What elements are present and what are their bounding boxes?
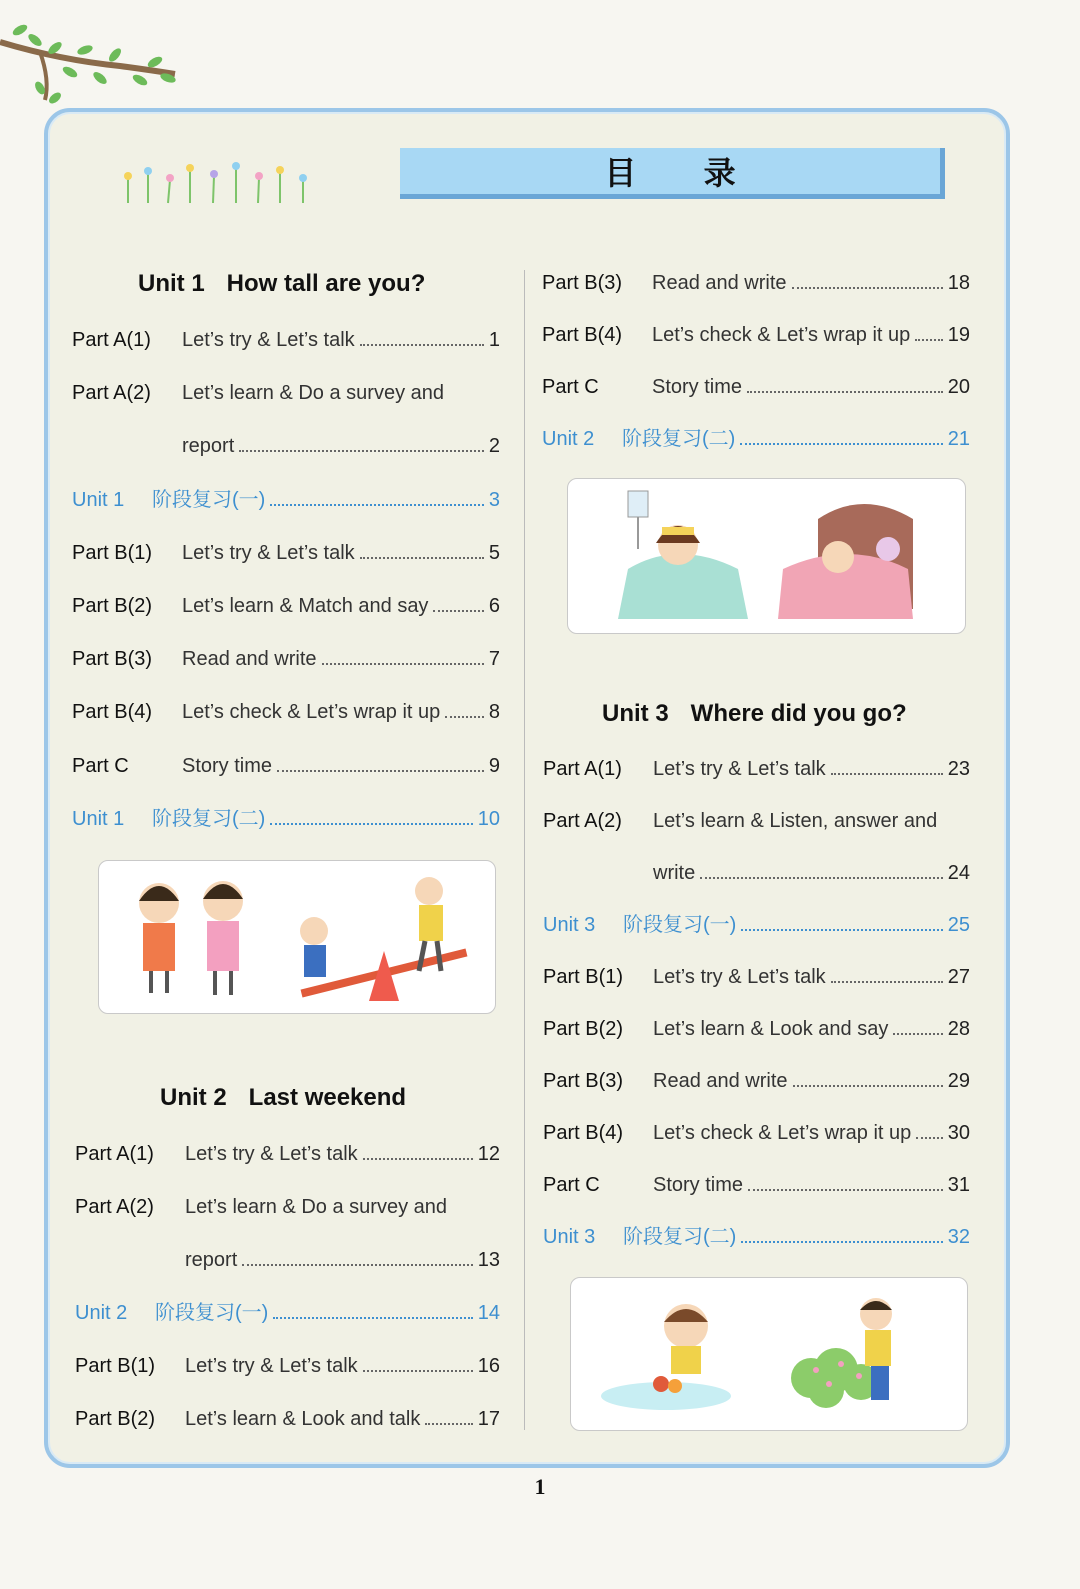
toc-title-text: write: [653, 862, 696, 884]
toc-title: 目 录: [604, 154, 764, 192]
toc-title-text: Let’s learn & Look and say: [653, 1018, 889, 1040]
toc-page: 19: [947, 324, 970, 346]
toc-review-row[interactable]: [75, 1295, 500, 1325]
toc-title-text: Let’s try & Let’s talk: [653, 966, 826, 988]
toc-part: Part A(1): [72, 329, 151, 351]
toc-page: 16: [477, 1355, 500, 1377]
unit-3-title: Where did you go?: [690, 700, 907, 727]
toc-title-text: 阶段复习(二): [152, 808, 266, 830]
toc-page: 18: [947, 272, 970, 294]
toc-row[interactable]: [75, 1242, 500, 1272]
toc-part: Part B(3): [543, 1070, 624, 1092]
toc-row[interactable]: [542, 265, 970, 295]
toc-title-text: Let’s try & Let’s talk: [185, 1143, 358, 1165]
leader-dots: [793, 1085, 943, 1087]
toc-row[interactable]: [72, 428, 500, 458]
toc-page: 7: [488, 648, 500, 670]
toc-part: Part C: [72, 755, 129, 777]
toc-title-text: Let’s try & Let’s talk: [653, 758, 826, 780]
toc-part: Part B(4): [543, 1122, 624, 1144]
toc-page: 5: [488, 542, 500, 564]
toc-part: Part B(3): [72, 648, 153, 670]
leader-dots: [445, 716, 484, 718]
boy-drawing: [571, 1278, 967, 1430]
toc-page: 6: [488, 595, 500, 617]
toc-title-text: Let’s try & Let’s talk: [182, 542, 355, 564]
toc-row[interactable]: [542, 317, 970, 347]
toc-part: Part A(1): [543, 758, 622, 780]
leader-dots: [433, 610, 483, 612]
leader-dots: [700, 877, 943, 879]
toc-part: Unit 2: [75, 1302, 128, 1324]
toc-review-row[interactable]: [543, 1219, 970, 1249]
toc-part: Part A(2): [72, 382, 151, 404]
toc-row[interactable]: [75, 1136, 500, 1166]
toc-title-text: Let’s learn & Do a survey and: [185, 1196, 448, 1218]
toc-title-text: 阶段复习(二): [622, 428, 736, 450]
toc-part: Part B(3): [542, 272, 623, 294]
leader-dots: [748, 1189, 943, 1191]
toc-title-text: Read and write: [652, 272, 787, 294]
toc-row[interactable]: [75, 1401, 500, 1431]
toc-part: Part B(4): [542, 324, 623, 346]
unit-2-title: Last weekend: [248, 1084, 407, 1111]
toc-part: Part B(2): [72, 595, 153, 617]
unit-2-heading: [160, 1084, 406, 1112]
toc-row[interactable]: [543, 1115, 970, 1145]
unit-1-title: How tall are you?: [226, 270, 426, 297]
toc-part: Part B(2): [75, 1408, 156, 1430]
toc-title-text: Let’s check & Let’s wrap it up: [653, 1122, 912, 1144]
toc-row[interactable]: [72, 322, 500, 352]
toc-title-box: [400, 148, 945, 199]
toc-part: Part C: [543, 1174, 600, 1196]
toc-row[interactable]: [543, 1011, 970, 1041]
toc-row[interactable]: [543, 855, 970, 885]
column-divider: [524, 270, 525, 1430]
toc-title-text: Let’s learn & Do a survey and: [182, 382, 445, 404]
toc-row[interactable]: [72, 535, 500, 565]
toc-title-text: Let’s check & Let’s wrap it up: [652, 324, 911, 346]
leader-dots: [741, 1241, 942, 1243]
leader-dots: [747, 391, 943, 393]
leader-dots: [363, 1158, 473, 1160]
toc-title-text: Read and write: [182, 648, 317, 670]
toc-page: 10: [477, 808, 500, 830]
sick-girl-drawing: [568, 479, 965, 633]
toc-part: Unit 3: [543, 914, 596, 936]
toc-title-text: Let’s check & Let’s wrap it up: [182, 701, 441, 723]
toc-title-text: report: [185, 1249, 238, 1271]
toc-row[interactable]: [72, 694, 500, 724]
toc-page: 32: [947, 1226, 970, 1248]
toc-title-text: Let’s try & Let’s talk: [185, 1355, 358, 1377]
leader-dots: [242, 1264, 473, 1266]
toc-part: Part B(4): [72, 701, 153, 723]
unit-3-number: Unit 3: [602, 700, 669, 727]
toc-part: Unit 1: [72, 489, 125, 511]
leader-dots: [322, 663, 484, 665]
toc-part: Unit 3: [543, 1226, 596, 1248]
leader-dots: [831, 981, 943, 983]
toc-page: 1: [488, 329, 500, 351]
toc-title-text: Let’s learn & Listen, answer and: [653, 810, 938, 832]
toc-review-row[interactable]: [72, 482, 500, 512]
toc-part: Part B(1): [75, 1355, 156, 1377]
toc-row[interactable]: [543, 1167, 970, 1197]
toc-row[interactable]: [543, 803, 970, 833]
toc-title-text: 阶段复习(一): [155, 1302, 269, 1324]
toc-part: Unit 1: [72, 808, 125, 830]
toc-title-text: report: [182, 435, 235, 457]
leader-dots: [741, 929, 942, 931]
toc-page: 23: [947, 758, 970, 780]
toc-part: Part B(1): [72, 542, 153, 564]
sick-girl-illustration: [567, 478, 966, 634]
toc-part: Part A(2): [543, 810, 622, 832]
unit-3-heading: [602, 700, 907, 728]
toc-part: Part B(2): [543, 1018, 624, 1040]
toc-row[interactable]: [543, 959, 970, 989]
leader-dots: [277, 770, 484, 772]
leader-dots: [915, 339, 942, 341]
toc-review-row[interactable]: [542, 421, 970, 451]
toc-title-text: 阶段复习(一): [152, 489, 266, 511]
toc-page: 13: [477, 1249, 500, 1271]
leader-dots: [270, 504, 484, 506]
leader-dots: [425, 1423, 472, 1425]
leader-dots: [270, 823, 472, 825]
leader-dots: [916, 1137, 942, 1139]
leader-dots: [360, 557, 484, 559]
kids-illustration: [98, 860, 496, 1014]
toc-page: 21: [947, 428, 970, 450]
unit-1-heading: [138, 270, 425, 298]
leader-dots: [740, 443, 942, 445]
toc-title-text: Story time: [653, 1174, 744, 1196]
toc-title-text: Story time: [182, 755, 273, 777]
toc-row[interactable]: [542, 369, 970, 399]
branch-illustration: [0, 0, 200, 120]
toc-title-text: Read and write: [653, 1070, 788, 1092]
toc-row[interactable]: [543, 1063, 970, 1093]
toc-title-text: Story time: [652, 376, 743, 398]
toc-page: 3: [488, 489, 500, 511]
kids-drawing: [99, 861, 495, 1013]
toc-row[interactable]: [543, 751, 970, 781]
toc-row[interactable]: [72, 748, 500, 778]
leader-dots: [360, 344, 484, 346]
toc-page: 8: [488, 701, 500, 723]
toc-review-row[interactable]: [72, 801, 500, 831]
leader-dots: [792, 287, 943, 289]
leader-dots: [893, 1033, 942, 1035]
toc-title-text: 阶段复习(二): [623, 1226, 737, 1248]
leader-dots: [831, 773, 943, 775]
toc-title-text: 阶段复习(一): [623, 914, 737, 936]
toc-title-text: Let’s learn & Match and say: [182, 595, 429, 617]
toc-page: 24: [947, 862, 970, 884]
toc-page: 9: [488, 755, 500, 777]
toc-page: 30: [947, 1122, 970, 1144]
toc-row[interactable]: [72, 588, 500, 618]
toc-page: 14: [477, 1302, 500, 1324]
toc-page: 28: [947, 1018, 970, 1040]
leader-dots: [273, 1317, 472, 1319]
boy-illustration: [570, 1277, 968, 1431]
toc-part: Part B(1): [543, 966, 624, 988]
unit-2-number: Unit 2: [160, 1084, 227, 1111]
toc-page: 31: [947, 1174, 970, 1196]
toc-review-row[interactable]: [543, 907, 970, 937]
toc-row[interactable]: [72, 375, 500, 405]
leader-dots: [363, 1370, 473, 1372]
toc-part: Part A(1): [75, 1143, 154, 1165]
toc-page: 29: [947, 1070, 970, 1092]
leader-dots: [239, 450, 484, 452]
toc-page: 25: [947, 914, 970, 936]
toc-part: Part A(2): [75, 1196, 154, 1218]
toc-row[interactable]: [75, 1348, 500, 1378]
toc-page: 17: [477, 1408, 500, 1430]
toc-page: 2: [488, 435, 500, 457]
toc-row[interactable]: [75, 1189, 500, 1219]
toc-page: 20: [947, 376, 970, 398]
flowers-illustration: [118, 158, 318, 208]
unit-1-number: Unit 1: [138, 270, 205, 297]
toc-part: Part C: [542, 376, 599, 398]
toc-page: 27: [947, 966, 970, 988]
toc-part: Unit 2: [542, 428, 595, 450]
toc-title-text: Let’s learn & Look and talk: [185, 1408, 421, 1430]
toc-row[interactable]: [72, 641, 500, 671]
toc-title-text: Let’s try & Let’s talk: [182, 329, 355, 351]
toc-page: 12: [477, 1143, 500, 1165]
page-number: 1: [534, 1474, 546, 1499]
